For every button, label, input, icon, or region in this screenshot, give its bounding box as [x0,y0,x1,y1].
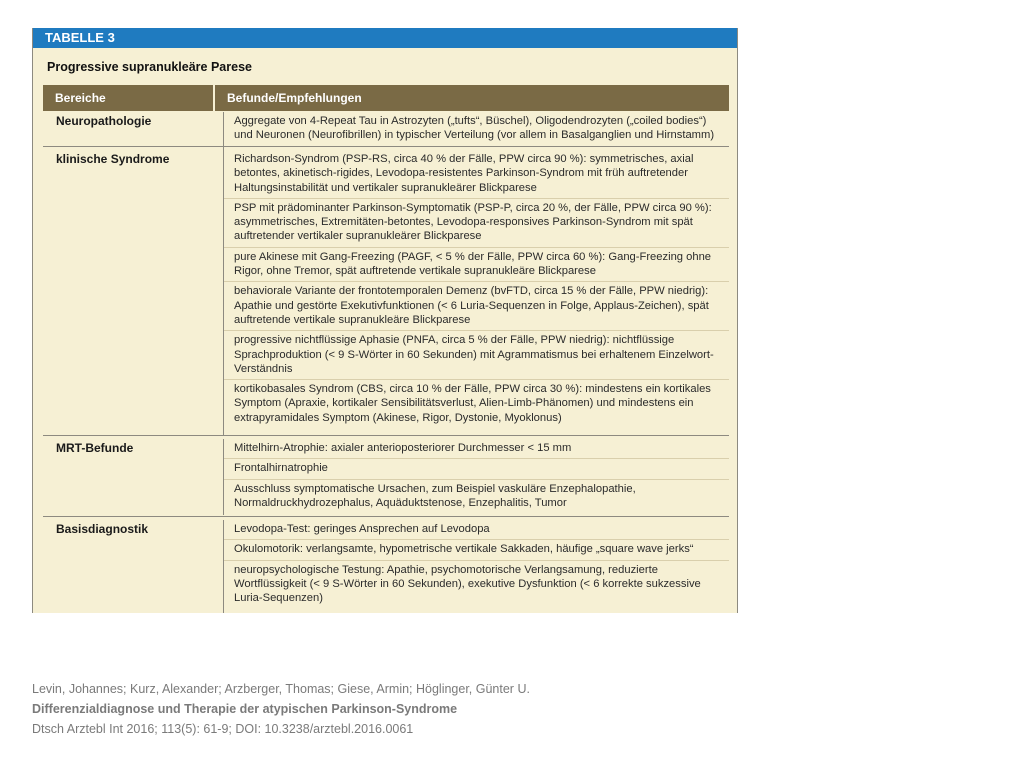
row-entry: Levodopa-Test: geringes Ansprechen auf Levodopa [234,523,490,535]
row-content [223,150,729,435]
table-row-mrt-befunde [43,439,729,515]
table-label: TABELLE 3 [33,28,737,48]
citation [32,679,530,739]
column-header-bereiche: Bereiche [43,85,215,111]
row-category: Basisdiagnostik [56,522,149,536]
row-content [223,439,729,515]
row-category: MRT-Befunde [56,441,134,455]
table-subtitle: Progressive supranukleäre Parese [47,60,252,74]
row-entry: progressive nichtflüssige Aphasie (PNFA, circa 5 % der Fälle, PPW niedrig): nichtflüssige Sprachproduktion (< 9 S-Wörter in 60 Sekunden) mit Agrammatismus bei erhaltenem Einzelwort-Verständnis [224,330,729,379]
row-entry: Richardson-Syndrom (PSP-RS, circa 40 % der Fälle, PPW circa 90 %): symmetrisches, axial betontes, akinetisch-rigides, Levodopa-resistentes Parkinson-Syndrom mit früh auftretender Haltungsinstabilität und vertikaler supranukleärer Blickparese [234,153,694,194]
row-content [223,520,729,613]
citation-authors: Levin, Johannes; Kurz, Alexander; Arzberger, Thomas; Giese, Armin; Höglinger, Günter U. [32,682,530,696]
row-entry: kortikobasales Syndrom (CBS, circa 10 % der Fälle, PPW circa 30 %): mindestens ein kortikales Symptom (Apraxie, kortikaler Sensibilitätsverlust, Alien-Limb-Phänomen) und mindestens ein extrapyramidales Symptom (Akinese, Rigor, Dystonie, Myoklonus) [224,379,729,428]
row-entry: Okulomotorik: verlangsamte, hypometrische vertikale Sakkaden, häufige „square wave jerks“ [224,539,729,559]
row-divider [43,516,729,517]
row-entry: Aggregate von 4-Repeat Tau in Astrozyten („tufts“, Büschel), Oligodendrozyten („coiled bodies“) und Neuronen (Neurofibrillen) in typischer Verteilung (vor allem in Basalganglien und Hirnstamm) [234,115,715,142]
citation-source: Dtsch Arztebl Int 2016; 113(5): 61-9; DOI: 10.3238/arztebl.2016.0061 [32,722,414,736]
row-entry: Frontalhirnatrophie [224,458,729,478]
row-divider [43,146,729,147]
row-category: Neuropathologie [56,114,152,128]
row-entry: behaviorale Variante der frontotemporalen Demenz (bvFTD, circa 15 % der Fälle, PPW niedrig): Apathie und gestörte Exekutivfunktionen (< 6 Luria-Sequenzen in Folge, Applaus-Zeichen), spät auftretende vertikale supranukleäre Blickparese [224,281,729,330]
citation-title: Differenzialdiagnose und Therapie der atypischen Parkinson-Syndrome [32,702,458,716]
table-row-basisdiagnostik [43,520,729,613]
column-header-befunde: Befunde/Empfehlungen [213,85,729,111]
row-entry: PSP mit prädominanter Parkinson-Symptomatik (PSP-P, circa 20 %, der Fälle, PPW circa 90 %): asymmetrisches, Extremitäten-betontes, Levodopa-responsives Parkinson-Syndrom mit spät auftretender vertikaler supranukleärer Blickparese [224,198,729,247]
row-category: klinische Syndrome [56,152,170,166]
row-entry: Ausschluss symptomatische Ursachen, zum Beispiel vaskuläre Enzephalopathie, Normaldruckhydrozephalus, Aquäduktstenose, Enzephalitis, Tumor [224,479,729,514]
table-row-klinische-syndrome [43,150,729,435]
table-card [32,28,738,613]
row-divider [43,435,729,436]
row-entry: neuropsychologische Testung: Apathie, psychomotorische Verlangsamung, reduzierte Wortflüssigkeit (< 9 S-Wörter in 60 Sekunden), exekutive Dysfunktion (< 6 korrekte sukzessive Luria-Sequenzen) [224,560,729,609]
row-entry: Mittelhirn-Atrophie: axialer anterioposteriorer Durchmesser < 15 mm [234,442,572,454]
row-entry: pure Akinese mit Gang-Freezing (PAGF, < 5 % der Fälle, PPW circa 60 %): Gang-Freezing ohne Rigor, ohne Tremor, spät auftretende vertikale supranukleäre Blickparese [224,247,729,282]
